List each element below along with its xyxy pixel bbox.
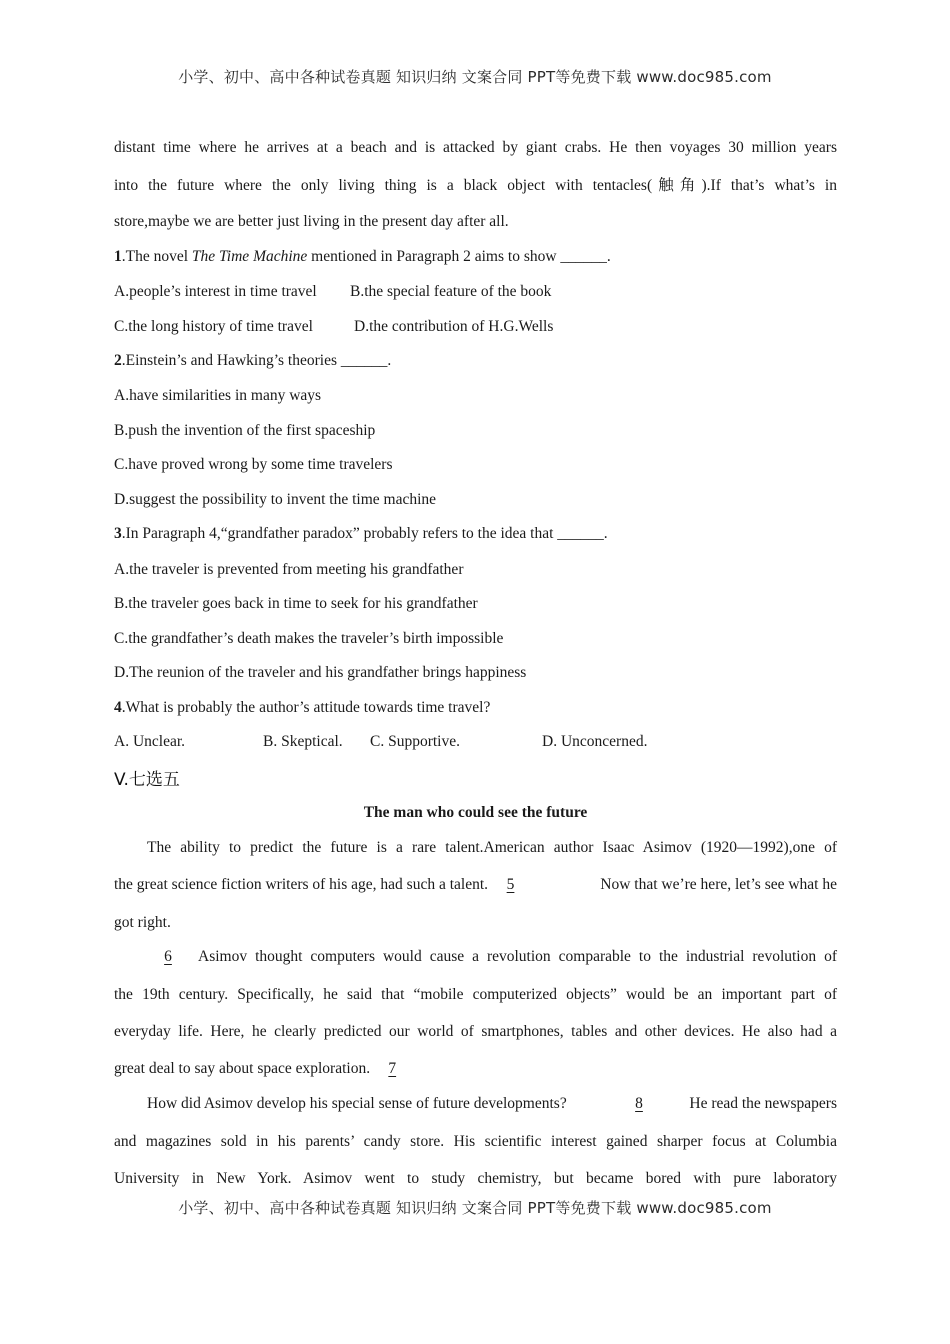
option-b: B.push the invention of the first spaceship — [114, 422, 376, 439]
paragraph-line: University in New York. Asimov went to study chemistry, but became bored with pure laboratory — [114, 1170, 837, 1187]
question-number: 1 — [114, 248, 122, 265]
option-d: D.suggest the possibility to invent the time machine — [114, 491, 437, 508]
page-header: 小学、初中、高中各种试卷真题 知识归纳 文案合同 PPT等免费下载 www.doc985.com — [178, 68, 772, 86]
option-row — [114, 731, 647, 753]
blank-6: 6 — [164, 948, 172, 965]
question-text: .Einstein’s and Hawking’s theories ______. — [121, 352, 392, 369]
option-d: D.The reunion of the traveler and his grandfather brings happiness — [114, 664, 527, 681]
option-a: A.people’s interest in time travel — [114, 283, 317, 300]
question-number: 2 — [114, 352, 122, 369]
question-text: mentioned in Paragraph 2 aims to show ______. — [307, 248, 611, 265]
passage-line: store,maybe we are better just living in the present day after all. — [114, 213, 509, 230]
paragraph-line: The ability to predict the future is a rare talent.American author Isaac Asimov (1920—1992),one of — [147, 839, 837, 856]
question-text: .The novel — [121, 248, 192, 265]
question-number: 3 — [114, 525, 122, 542]
paragraph-line: the 19th century. Specifically, he said that “mobile computerized objects” would be an important part of — [114, 986, 837, 1003]
question-4 — [114, 697, 490, 719]
paragraph-text: How did Asimov develop his special sense of future developments? — [147, 1095, 567, 1112]
option-c: C.the grandfather’s death makes the traveler’s birth impossible — [114, 630, 504, 647]
paragraph-text: Asimov thought computers would cause a revolution comparable to the industrial revolution of — [198, 948, 837, 965]
option-d: D. Unconcerned. — [542, 733, 648, 750]
option-row — [114, 316, 553, 338]
question-text: .In Paragraph 4,“grandfather paradox” probably refers to the idea that ______. — [121, 525, 608, 542]
paragraph-text: Now that we’re here, let’s see what he — [600, 876, 837, 893]
option-b: B.the special feature of the book — [350, 283, 552, 300]
paragraph-text: great deal to say about space exploration. — [114, 1060, 371, 1077]
paragraph-line: everyday life. Here, he clearly predicted our world of smartphones, tables and other devices. He also had a — [114, 1023, 837, 1040]
blank-8: 8 — [635, 1095, 643, 1112]
paragraph-line — [114, 1093, 837, 1115]
paragraph-text: He read the newspapers — [689, 1095, 837, 1112]
option-d: D.the contribution of H.G.Wells — [354, 318, 554, 335]
blank-5: 5 — [506, 876, 515, 893]
paragraph-line: and magazines sold in his parents’ candy store. His scientific interest gained sharper focus at Columbia — [114, 1133, 837, 1150]
passage-line: distant time where he arrives at a beach and is attacked by giant crabs. He then voyages 30 million years — [114, 139, 837, 156]
paragraph-text: the great science fiction writers of his age, had such a talent. — [114, 876, 489, 893]
section-heading: V.七选五 — [114, 770, 180, 790]
option-a: A.the traveler is prevented from meeting his grandfather — [114, 561, 464, 578]
document-body — [114, 0, 837, 1344]
paragraph-line — [114, 1058, 396, 1080]
paragraph-line — [114, 874, 837, 896]
option-c: C.the long history of time travel — [114, 318, 313, 335]
question-2 — [114, 350, 391, 372]
option-b: B. Skeptical. — [263, 733, 343, 750]
paragraph-line: got right. — [114, 914, 171, 931]
paragraph-line — [114, 946, 837, 968]
option-a: A.have similarities in many ways — [114, 387, 322, 404]
question-number: 4 — [114, 699, 122, 716]
book-title: The Time Machine — [191, 248, 308, 265]
option-c: C. Supportive. — [370, 733, 460, 750]
page-footer: 小学、初中、高中各种试卷真题 知识归纳 文案合同 PPT等免费下载 www.doc985.com — [178, 1199, 772, 1217]
question-text: .What is probably the author’s attitude towards time travel? — [121, 699, 491, 716]
option-row — [114, 281, 551, 303]
question-3 — [114, 523, 608, 545]
blank-7: 7 — [388, 1060, 397, 1077]
question-1 — [114, 246, 611, 268]
option-b: B.the traveler goes back in time to seek for his grandfather — [114, 595, 478, 612]
passage-line: into the future where the only living thing is a black object with tentacles(触角).If that’s what’s in — [114, 177, 837, 194]
option-a: A. Unclear. — [114, 733, 186, 750]
article-title: The man who could see the future — [363, 804, 588, 821]
option-c: C.have proved wrong by some time travelers — [114, 456, 393, 473]
